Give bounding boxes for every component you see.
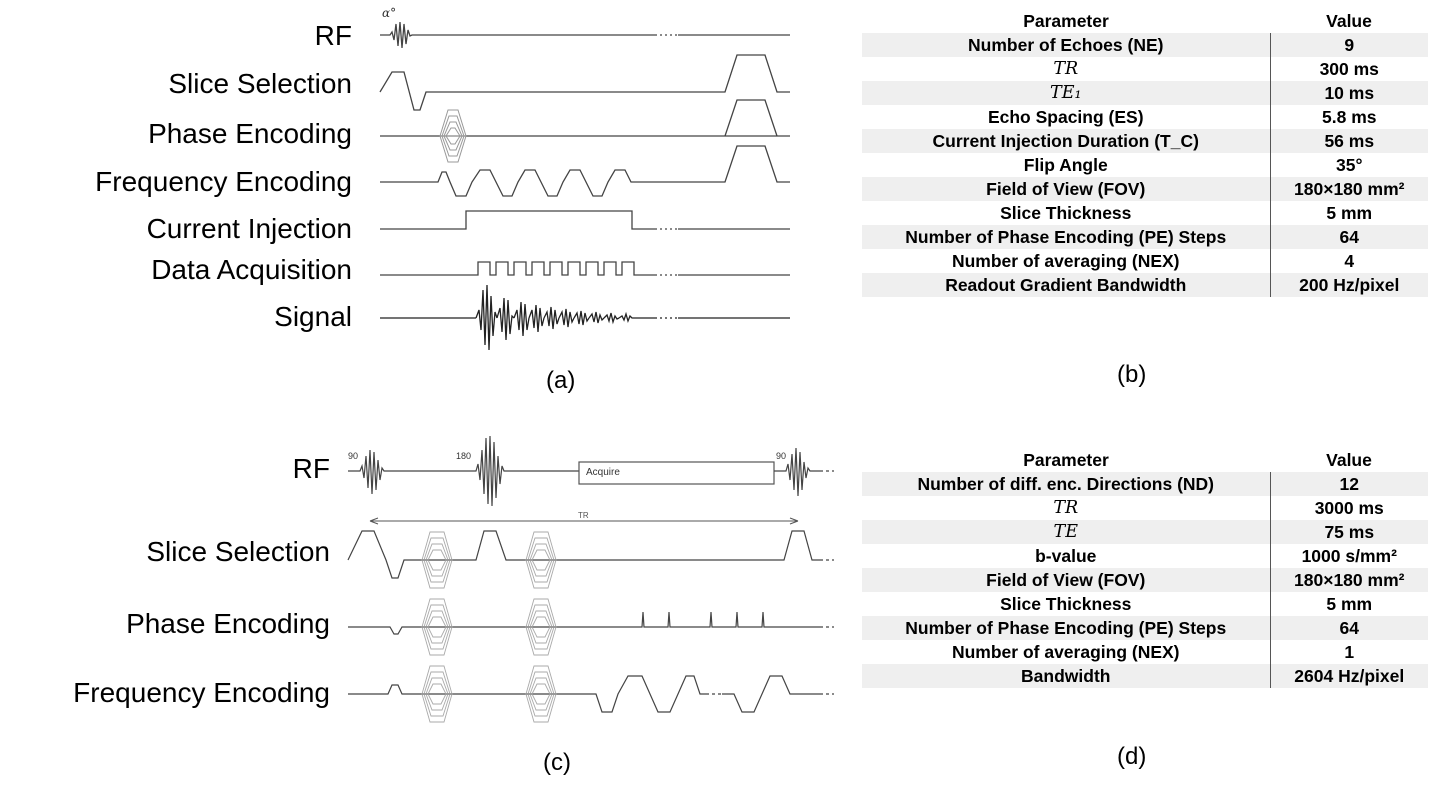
frequency-gradient-c <box>348 676 706 712</box>
row-label-phase-encoding: Phase Encoding <box>148 118 352 149</box>
rf-line-a <box>380 22 790 48</box>
phase-gradient-a <box>380 100 790 162</box>
param-cell: Slice Thickness <box>862 592 1270 616</box>
param-cell: TR <box>862 57 1270 81</box>
table-row <box>862 544 1428 568</box>
pulse-180-label: 180 <box>456 451 472 461</box>
table-row <box>862 592 1428 616</box>
frequency-gradient-a <box>380 146 790 196</box>
slice-gradient-a <box>380 55 790 110</box>
sequence-diagram-c <box>0 400 840 796</box>
sequence-diagram-a <box>0 0 800 400</box>
param-cell: Number of Phase Encoding (PE) Steps <box>862 225 1270 249</box>
value-cell: 75 ms <box>1270 520 1428 544</box>
value-cell: 64 <box>1270 616 1428 640</box>
param-cell: TE <box>862 520 1270 544</box>
value-cell: 200 Hz/pixel <box>1270 273 1428 297</box>
header-value: Value <box>1270 448 1428 472</box>
row-label-frequency-encoding: Frequency Encoding <box>95 166 352 197</box>
header-parameter: Parameter <box>862 9 1270 33</box>
row-label-rf: RF <box>314 20 352 51</box>
parameter-table-d <box>862 448 1428 688</box>
param-cell: Current Injection Duration (T_C) <box>862 129 1270 153</box>
caption-d: (d) <box>1117 743 1147 770</box>
value-cell: 5 mm <box>1326 203 1373 223</box>
table-row <box>862 640 1428 664</box>
param-cell: Field of View (FOV) <box>862 568 1270 592</box>
table-row <box>862 153 1428 177</box>
rf-pulse-a <box>380 22 655 48</box>
caption-c: (c) <box>543 749 571 776</box>
param-cell: Slice Thickness <box>862 201 1270 225</box>
value-cell: 5 mm <box>1326 594 1373 614</box>
table-header-row <box>862 9 1428 33</box>
table-row <box>862 57 1428 81</box>
acquire-label: Acquire <box>586 467 620 478</box>
row-label-slice-selection: Slice Selection <box>146 536 330 567</box>
value-cell: 12 <box>1270 472 1428 496</box>
value-cell: 3000 ms <box>1314 498 1384 518</box>
param-cell: Number of averaging (NEX) <box>862 249 1270 273</box>
param-cell: Number of averaging (NEX) <box>862 640 1270 664</box>
panel-c-diffusion-sequence <box>0 400 840 796</box>
value-cell: 4 <box>1344 251 1355 271</box>
table-row <box>862 33 1428 57</box>
value-cell: 300 ms <box>1319 59 1379 79</box>
table-row <box>862 616 1428 640</box>
phase-gradient-c <box>348 612 820 634</box>
value-cell: 2604 Hz/pixel <box>1270 664 1428 688</box>
table-row <box>862 225 1428 249</box>
header-parameter: Parameter <box>862 448 1270 472</box>
caption-a: (a) <box>546 367 576 394</box>
param-cell: Readout Gradient Bandwidth <box>862 273 1270 297</box>
row-label-data-acquisition: Data Acquisition <box>151 254 352 285</box>
flip-angle-label: α° <box>382 6 397 20</box>
param-cell: Bandwidth <box>862 664 1270 688</box>
pulse-90b-label: 90 <box>776 451 787 461</box>
value-cell: 56 ms <box>1270 129 1428 153</box>
pulse-90-label: 90 <box>348 451 359 461</box>
acquisition-windows-a <box>380 262 655 275</box>
table-row <box>862 249 1428 273</box>
value-cell: 5.8 ms <box>1322 107 1377 127</box>
table-header-row <box>862 448 1428 472</box>
table-row <box>862 201 1428 225</box>
slice-gradient-c <box>348 531 820 578</box>
row-label-phase-encoding: Phase Encoding <box>126 608 330 639</box>
value-cell: 180×180 mm² <box>1270 568 1428 592</box>
table-row <box>862 273 1428 297</box>
row-label-signal: Signal <box>274 301 352 332</box>
table-row <box>862 664 1428 688</box>
table-row <box>862 129 1428 153</box>
param-cell: TE₁ <box>862 81 1270 105</box>
value-cell: 1000 s/mm² <box>1301 546 1397 566</box>
row-label-current-injection: Current Injection <box>146 213 352 244</box>
param-cell: Number of Phase Encoding (PE) Steps <box>862 616 1270 640</box>
value-cell: 1 <box>1344 642 1355 662</box>
caption-b: (b) <box>1117 361 1147 388</box>
rf-line-c <box>348 436 579 506</box>
row-label-frequency-encoding: Frequency Encoding <box>73 677 330 708</box>
param-cell: Echo Spacing (ES) <box>862 105 1270 129</box>
header-value: Value <box>1270 9 1428 33</box>
param-cell: Flip Angle <box>862 153 1270 177</box>
param-cell: Number of diff. enc. Directions (ND) <box>862 472 1270 496</box>
table-row <box>862 496 1428 520</box>
panel-a-gre-sequence <box>0 0 800 400</box>
table-row <box>862 177 1428 201</box>
current-injection-pulse <box>380 211 655 229</box>
param-cell: Number of Echoes (NE) <box>862 33 1270 57</box>
table-row <box>862 520 1428 544</box>
table-row <box>862 568 1428 592</box>
row-label-slice-selection: Slice Selection <box>168 68 352 99</box>
param-cell: b-value <box>862 544 1270 568</box>
value-cell: 35° <box>1336 155 1363 175</box>
value-cell: 64 <box>1270 225 1428 249</box>
tr-label: TR <box>578 511 589 520</box>
value-cell: 180×180 mm² <box>1270 177 1428 201</box>
param-cell: Field of View (FOV) <box>862 177 1270 201</box>
value-cell: 10 ms <box>1270 81 1428 105</box>
row-label-rf: RF <box>292 453 330 484</box>
table-row <box>862 81 1428 105</box>
echo-signal-train <box>380 285 790 350</box>
table-row <box>862 472 1428 496</box>
parameter-table-b <box>862 9 1428 297</box>
value-cell: 9 <box>1270 33 1428 57</box>
table-row <box>862 105 1428 129</box>
param-cell: TR <box>862 496 1270 520</box>
